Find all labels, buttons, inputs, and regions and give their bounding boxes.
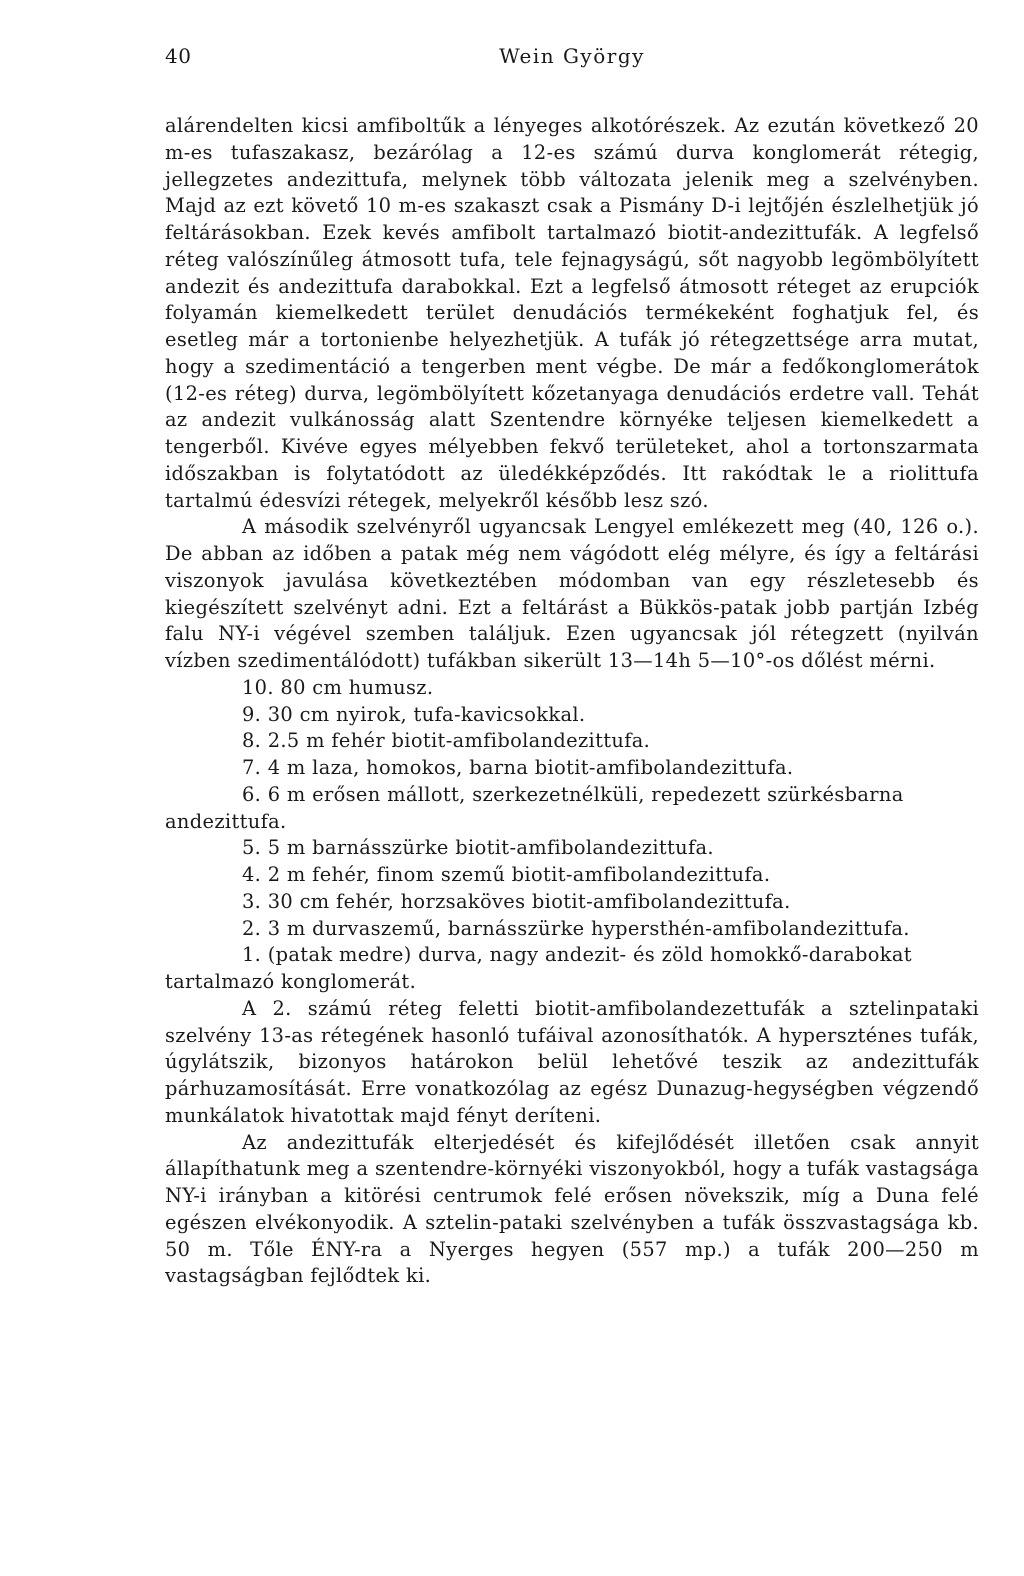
layer-item-5: 5. 5 m barnásszürke biotit-amfibolandezittufa.	[242, 836, 714, 860]
layer-item-6: 6. 6 m erősen mállott, szerkezetnélküli, repedezett szürkésbarna andezittufa.	[165, 782, 904, 833]
layer-item-9: 9. 30 cm nyirok, tufa-kavicsokkal.	[242, 702, 586, 726]
paragraph-distribution: Az andezittufák elterjedését és kifejlődését illetően csak annyit állapíthatunk meg a szentendre-környéki viszonyokból, hogy a tufák vastagsága NY-i irányban a kitörési centrumok felé erősen növekszik, míg a Duna felé egészen elvékonyodik. A sztelin-pataki szelvényben a tufák összvastagsága kb. 50 m. Tőle ÉNY-ra a Nyerges hegyen (557 mp.) a tufák 200—250 m vastagságban fejlődtek ki.	[165, 1130, 979, 1288]
page-header	[165, 44, 979, 78]
page-number: 40	[165, 44, 192, 68]
body-text	[165, 113, 979, 1290]
layer-item-3: 3. 30 cm fehér, horzsaköves biotit-amfibolandezittufa.	[242, 889, 791, 913]
layer-item-4: 4. 2 m fehér, finom szemű biotit-amfibolandezittufa.	[242, 863, 771, 886]
layer-item-1: 1. (patak medre) durva, nagy andezit- és zöld homokkő-darabokat tartalmazó konglomerát.	[165, 943, 912, 993]
paragraph-correlation: A 2. számú réteg feletti biotit-amfibolandezettufák a sztelinpataki szelvény 13-as rétegének hasonló tufáival azonosíthatók. A hyperszténes tufák, úgylátszik, bizonyos határokon belül lehetővé teszik az andezittufák párhuzamosítását. Erre vonatkozólag az egész Dunazug-hegységben végzendő munkálatok hivatottak majd fényt deríteni.	[165, 996, 979, 1127]
running-title: Wein György	[499, 44, 645, 68]
paragraph-continuation: alárendelten kicsi amfiboltűk a lényeges alkotórészek. Az ezután következő 20 m-es tufaszakasz, bezárólag a 12-es számú durva konglomerát rétegig, jellegzetes andezittufa, melynek több változata jelenik meg a szelvényben. Majd az ezt követő 10 m-es szakaszt csak a Pismány D-i lejtőjén észlelhetjük jó feltárásokban. Ezek kevés amfibolt tartalmazó biotit-andezittufák. A legfelső réteg valószínűleg átmosott tufa, tele fejnagyságú, sőt nagyobb legömbölyített andezit és andezittufa darabokkal. Ezt a legfelső átmosott réteget az erupciók folyamán kiemelkedett terület denudációs termékeként foghatjuk fel, és esetleg már a tortonienbe helyezhetjük. A tufák jó rétegzettsége arra mutat, hogy a szedimentáció a tengerben ment végbe. De már a fedőkonglomerátok (12-es réteg) durva, legömbölyített kőzetanyaga denudációs erdetre vall. Tehát az andezit vulkánosság alatt Szentendre környéke teljesen kiemelkedett a tengerből. Kivéve egyes mélyebben fekvő területeket, ahol a tortonszarmata időszakban is folytatódott az üledékképződés. Itt rakódtak le a riolittufa tartalmú édesvízi rétegek, melyekről később lesz szó.	[165, 114, 979, 512]
layer-item-7: 7. 4 m laza, homokos, barna biotit-amfibolandezittufa.	[242, 756, 794, 779]
layer-item-8: 8. 2.5 m fehér biotit-amfibolandezittufa.	[242, 729, 651, 753]
layer-list	[165, 675, 979, 996]
paragraph-second-section: A második szelvényről ugyancsak Lengyel emlékezett meg (40, 126 o.). De abban az időben a patak még nem vágódott elég mélyre, és így a feltárási viszonyok javulása következtében módomban van egy részletesebb és kiegészített szelvényt adni. Ezt a feltárást a Bükkös-patak jobb partján Izbég falu NY-i végével szemben találjuk. Ezen ugyancsak jól rétegzett (nyilván vízben szedimentálódott) tufákban sikerült 13—14h 5—10°-os dőlést mérni.	[165, 515, 979, 672]
layer-item-2: 2. 3 m durvaszemű, barnásszürke hypersthén-amfibolandezittufa.	[242, 916, 910, 940]
layer-item-10: 10. 80 cm humusz.	[242, 675, 434, 699]
